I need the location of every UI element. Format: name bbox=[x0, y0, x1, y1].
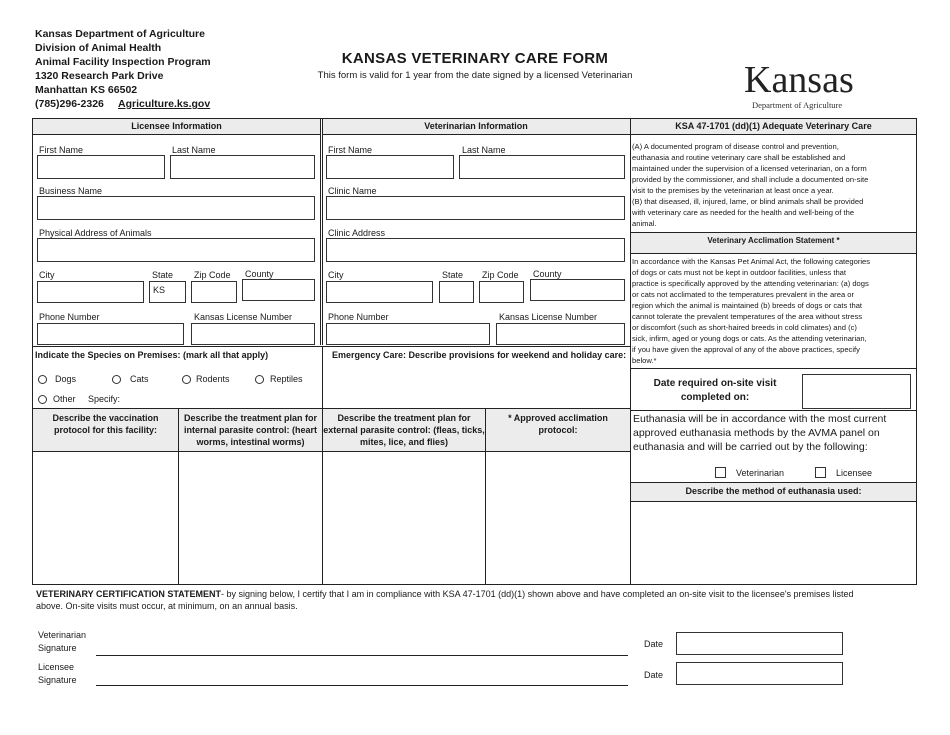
licensee-zip-input[interactable] bbox=[191, 281, 237, 303]
licensee-zip-label: Zip Code bbox=[194, 270, 231, 280]
acclimation-text-line: of dogs or cats must not be kept in outdoor facilities, unless that bbox=[632, 268, 847, 277]
vet-phone-input[interactable] bbox=[326, 323, 490, 345]
vet-date-input[interactable] bbox=[676, 632, 843, 655]
vet-date-label: Date bbox=[644, 639, 664, 649]
euthanasia-veterinarian-label: Veterinarian bbox=[736, 468, 785, 478]
vet-signature-line[interactable] bbox=[96, 655, 628, 656]
vet-last-name-label: Last Name bbox=[462, 145, 506, 155]
vaccination-heading bbox=[33, 412, 178, 436]
licensee-address-input[interactable] bbox=[37, 238, 315, 262]
vet-zip-input[interactable] bbox=[479, 281, 524, 303]
species-dogs-radio[interactable] bbox=[38, 375, 47, 384]
visit-label-2: completed on: bbox=[680, 392, 750, 403]
licensee-signature-line[interactable] bbox=[96, 685, 628, 686]
licensee-state-input[interactable]: KS bbox=[149, 281, 186, 303]
kansas-logo: Kansas bbox=[744, 59, 854, 101]
vet-signature-label-2: Signature bbox=[38, 643, 77, 653]
licensee-county-input[interactable] bbox=[242, 279, 315, 301]
vet-city-label: City bbox=[328, 270, 344, 280]
external-parasite-heading-line: mites, lice, and flies) bbox=[359, 437, 449, 447]
certification-text: - by signing below, I certify that I am in compliance with KSA 47-1701 (dd)(1) shown above and have completed an on-site visit to the licensee's premises listed bbox=[221, 589, 854, 599]
acclimation-text-line: cannot tolerate the prevalent temperatures of the area without stress bbox=[632, 312, 863, 321]
vet-last-name-input[interactable] bbox=[459, 155, 625, 179]
acclimation-text-line: practice is specifically approved by the attending veterinarian: (a) dogs bbox=[632, 279, 869, 288]
certification-heading: VETERINARY CERTIFICATION STATEMENT bbox=[36, 589, 222, 599]
euthanasia-text bbox=[633, 412, 886, 454]
euthanasia-text-line: euthanasia and will be carried out by the following: bbox=[633, 441, 868, 453]
acclimation-text-line: sick, infirm, aged or young dogs or cats. As the attending veterinarian, bbox=[632, 334, 867, 343]
species-other-label: Other bbox=[53, 394, 76, 404]
ksa-text-line: (A) A documented program of disease control and prevention, bbox=[632, 142, 839, 151]
divider bbox=[33, 346, 630, 347]
licensee-state-label: State bbox=[152, 270, 174, 280]
vet-license-input[interactable] bbox=[496, 323, 625, 345]
ksa-text-line: euthanasia and routine veterinary care shall be established and bbox=[632, 153, 846, 162]
internal-parasite-heading bbox=[179, 412, 322, 448]
vet-heading: Veterinarian Information bbox=[424, 121, 528, 131]
licensee-heading: Licensee Information bbox=[131, 121, 222, 131]
licensee-business-label: Business Name bbox=[39, 186, 103, 196]
licensee-last-name-label: Last Name bbox=[172, 145, 216, 155]
species-reptiles-radio[interactable] bbox=[255, 375, 264, 384]
acclimation-text-line: In accordance with the Kansas Pet Animal Act, the following categories bbox=[632, 257, 871, 266]
vaccination-heading-line: protocol for this facility: bbox=[53, 425, 157, 435]
licensee-date-input[interactable] bbox=[676, 662, 843, 685]
agency-line: Division of Animal Health bbox=[35, 42, 162, 54]
species-reptiles-label: Reptiles bbox=[270, 374, 303, 384]
external-parasite-heading-line: Describe the treatment plan for bbox=[337, 413, 471, 423]
species-rodents-label: Rodents bbox=[196, 374, 230, 384]
euthanasia-licensee-checkbox[interactable] bbox=[815, 467, 826, 478]
internal-parasite-heading-line: worms, intestinal worms) bbox=[196, 437, 305, 447]
external-parasite-textarea[interactable] bbox=[324, 453, 484, 584]
licensee-license-label: Kansas License Number bbox=[194, 312, 293, 322]
euthanasia-licensee-label: Licensee bbox=[836, 468, 873, 478]
certification-statement bbox=[36, 588, 916, 612]
vet-county-input[interactable] bbox=[530, 279, 625, 301]
divider bbox=[322, 119, 323, 345]
visit-date-input[interactable] bbox=[802, 374, 911, 409]
emergency-heading: Emergency Care: Describe provisions for weekend and holiday care: bbox=[332, 350, 627, 360]
ksa-heading: KSA 47-1701 (dd)(1) Adequate Veterinary Care bbox=[675, 121, 872, 131]
species-cats-label: Cats bbox=[130, 374, 149, 384]
form-title: KANSAS VETERINARY CARE FORM bbox=[341, 50, 609, 67]
agency-phone: (785)296-2326 bbox=[35, 98, 104, 110]
acclimation-heading: Veterinary Acclimation Statement * bbox=[707, 236, 840, 245]
ksa-text-line: maintained under the supervision of a licensed veterinarian, on a form bbox=[632, 164, 867, 173]
agency-line: Animal Facility Inspection Program bbox=[35, 56, 211, 68]
acclimation-text-line: if you have given the approval of any of the above practices, specify bbox=[632, 345, 860, 354]
licensee-phone-input[interactable] bbox=[37, 323, 184, 345]
euthanasia-method-heading: Describe the method of euthanasia used: bbox=[685, 486, 862, 496]
vet-first-name-label: First Name bbox=[328, 145, 373, 155]
divider bbox=[630, 119, 631, 585]
agency-website-link[interactable]: Agriculture.ks.gov bbox=[118, 98, 211, 110]
divider bbox=[322, 346, 323, 408]
euthanasia-text-line: Euthanasia will be in accordance with the most current bbox=[633, 413, 887, 425]
licensee-first-name-input[interactable] bbox=[37, 155, 165, 179]
ksa-text-line: provided by the commissioner, and shall include a documented on-site bbox=[632, 175, 869, 184]
vaccination-textarea[interactable] bbox=[34, 453, 177, 584]
divider bbox=[33, 451, 630, 452]
licensee-phone-label: Phone Number bbox=[39, 312, 100, 322]
internal-parasite-heading-line: internal parasite control: (heart bbox=[183, 425, 318, 435]
species-specify-input[interactable] bbox=[125, 392, 315, 406]
euthanasia-method-textarea[interactable] bbox=[632, 501, 915, 584]
species-specify-label: Specify: bbox=[88, 394, 121, 404]
certification-line-2: above. On-site visits must occur, at minimum, on an annual basis. bbox=[36, 601, 298, 611]
internal-parasite-textarea[interactable] bbox=[180, 453, 321, 584]
vet-license-label: Kansas License Number bbox=[499, 312, 598, 322]
licensee-county-label: County bbox=[245, 269, 274, 279]
vet-first-name-input[interactable] bbox=[326, 155, 454, 179]
species-other-radio[interactable] bbox=[38, 395, 47, 404]
acclimation-protocol-heading-line: protocol: bbox=[538, 425, 578, 435]
species-dogs-label: Dogs bbox=[55, 374, 77, 384]
vet-clinic-label: Clinic Name bbox=[328, 186, 377, 196]
licensee-business-input[interactable] bbox=[37, 196, 315, 220]
agency-line: Manhattan KS 66502 bbox=[35, 84, 138, 96]
licensee-license-input[interactable] bbox=[191, 323, 315, 345]
vet-city-input[interactable] bbox=[326, 281, 433, 303]
species-rodents-radio[interactable] bbox=[182, 375, 191, 384]
divider bbox=[320, 119, 321, 345]
internal-parasite-heading-line: Describe the treatment plan for bbox=[183, 413, 318, 423]
visit-label-1: Date required on-site visit bbox=[653, 378, 777, 389]
kansas-logo-subtitle: Department of Agriculture bbox=[752, 100, 843, 110]
vet-state-input[interactable] bbox=[439, 281, 474, 303]
acclimation-text-line: region which the animal is maintained (b) breeds of dogs or cats that bbox=[632, 301, 863, 310]
acclimation-protocol-heading bbox=[486, 412, 630, 436]
vet-zip-label: Zip Code bbox=[482, 270, 519, 280]
licensee-date-label: Date bbox=[644, 670, 664, 680]
divider bbox=[631, 410, 916, 411]
licensee-city-label: City bbox=[39, 270, 55, 280]
external-parasite-heading-line: external parasite control: (fleas, ticks, bbox=[323, 425, 485, 435]
vaccination-heading-line: Describe the vaccination bbox=[52, 413, 159, 423]
acclimation-protocol-heading-line: * Approved acclimation bbox=[508, 413, 608, 423]
agency-line: Kansas Department of Agriculture bbox=[35, 28, 205, 40]
vet-clinic-input[interactable] bbox=[326, 196, 625, 220]
vet-state-label: State bbox=[442, 270, 464, 280]
species-cats-radio[interactable] bbox=[112, 375, 121, 384]
species-heading: Indicate the Species on Premises: (mark all that apply) bbox=[35, 350, 269, 360]
vet-signature-label-1: Veterinarian bbox=[38, 630, 87, 640]
vet-clinic-address-label: Clinic Address bbox=[328, 228, 386, 238]
vet-county-label: County bbox=[533, 269, 562, 279]
ksa-text-line: with veterinary care as needed for the health and well-being of the bbox=[632, 208, 855, 217]
external-parasite-heading bbox=[323, 412, 485, 448]
certification-line-1 bbox=[36, 588, 916, 600]
agency-line: 1320 Research Park Drive bbox=[35, 70, 164, 82]
euthanasia-text-line: approved euthanasia methods by the AVMA panel on bbox=[633, 427, 880, 439]
licensee-address-label: Physical Address of Animals bbox=[39, 228, 152, 238]
licensee-signature-label-1: Licensee bbox=[38, 662, 75, 672]
ksa-text-line: (B) that diseased, ill, injured, lame, or blind animals shall be provided bbox=[632, 197, 864, 206]
acclimation-text-line: or cats not acclimated to the temperatures prevalent in the area or bbox=[632, 290, 855, 299]
licensee-signature-label-2: Signature bbox=[38, 675, 77, 685]
euthanasia-veterinarian-checkbox[interactable] bbox=[715, 467, 726, 478]
form-subtitle: This form is valid for 1 year from the date signed by a licensed Veterinarian bbox=[317, 70, 633, 81]
licensee-first-name-label: First Name bbox=[39, 145, 84, 155]
acclimation-text-line: or discomfort (such as short-haired breeds in cold climates) and (c) bbox=[632, 323, 857, 332]
vet-clinic-address-input[interactable] bbox=[326, 238, 625, 262]
acclimation-protocol-textarea[interactable] bbox=[487, 453, 629, 584]
divider bbox=[631, 368, 916, 369]
vet-phone-label: Phone Number bbox=[328, 312, 389, 322]
acclimation-text-line: below.* bbox=[632, 356, 657, 365]
ksa-text-line: animal. bbox=[632, 219, 657, 228]
licensee-last-name-input[interactable] bbox=[170, 155, 315, 179]
licensee-city-input[interactable] bbox=[37, 281, 144, 303]
ksa-text-line: visit to the premises by the veterinarian at least once a year. bbox=[632, 186, 834, 195]
